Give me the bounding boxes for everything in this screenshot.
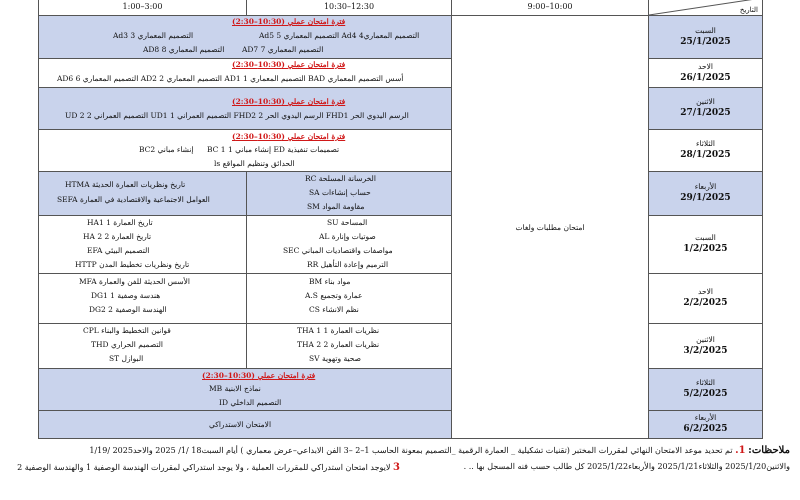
day-name: الثلاثاء bbox=[695, 139, 715, 149]
note-text-1: تم تحديد موعد الامتحان النهائي لمقررات المختبر (تقنيات تشكيلية _ العمارة الرقمية _التصميم بمعونة الحاسب 1–2 –3 الفن الابداعي–عرض معماري ) أيام السبت18 /1/ 2025 والاحد2025 /1/19 bbox=[89, 446, 733, 455]
day-name: الثلاثاء bbox=[695, 378, 715, 388]
note-number-3: 3 bbox=[393, 462, 400, 473]
exam-entry: قوانين التخطيط والبناء CPL bbox=[83, 326, 171, 335]
exam-entry: الحدائق وتنظيم المواقع ls bbox=[214, 159, 295, 168]
exam-entry: إنشاء مباني BC2 bbox=[139, 145, 194, 154]
practical-label: فترة امتحان عملي (10:30–2:30) bbox=[232, 60, 346, 69]
slot-5-2 bbox=[39, 369, 452, 411]
date-cell bbox=[649, 216, 763, 274]
day-name: الاحد bbox=[698, 287, 713, 297]
header-row bbox=[39, 0, 763, 16]
exam-entry: التصميم البيئي EFA bbox=[87, 246, 150, 255]
afternoon-1-2 bbox=[39, 216, 247, 274]
exam-entry: التصميم المعماري 8 AD8 bbox=[143, 45, 225, 54]
exam-entry: التصميم الداخلي ID bbox=[219, 398, 282, 407]
note-line-3 bbox=[8, 463, 400, 473]
row-6-2 bbox=[39, 411, 763, 439]
afternoon-2-2 bbox=[39, 274, 247, 324]
slot-25-1 bbox=[39, 16, 452, 59]
date-header bbox=[649, 0, 763, 16]
afternoon-3-2 bbox=[39, 324, 247, 369]
date-cell bbox=[649, 88, 763, 130]
slot-6-2 bbox=[39, 411, 452, 439]
exam-entry: أسس التصميم المعماري BAD التصميم المعماري 1 AD1 التصميم المعماري 2 AD2 التصميم المعماري 6 AD6 bbox=[57, 74, 404, 83]
note-text-3: لايوجد امتحان استدراكي للمقررات العملية ، ولا يوجد استدراكي لمقررات الهندسة الوصفية 1 والهندسة الوصفية 2 bbox=[17, 463, 391, 472]
exam-entry: تاريخ ونظريات تخطيط المدن HTTP bbox=[75, 260, 190, 269]
mid-1-2 bbox=[247, 216, 452, 274]
practical-label: فترة امتحان عملي (10:30–2:30) bbox=[232, 17, 346, 26]
exam-entry: صوتيات وإنارة AL bbox=[319, 232, 376, 241]
mid-2-2 bbox=[247, 274, 452, 324]
exam-entry: مواصفات واقتصاديات المباني SEC bbox=[283, 246, 393, 255]
mid-29-1 bbox=[247, 172, 452, 216]
row-28-1 bbox=[39, 130, 763, 172]
row-25-1 bbox=[39, 16, 763, 59]
slot-28-1 bbox=[39, 130, 452, 172]
practical-label: فترة امتحان عملي (10:30–2:30) bbox=[232, 132, 346, 141]
exam-entry: التصميم المعماري 3 Ad3 bbox=[113, 31, 194, 40]
merged-exam-note: امتحان مطلبات ولغات bbox=[452, 16, 649, 439]
date-cell bbox=[649, 274, 763, 324]
date-cell bbox=[649, 411, 763, 439]
date-cell bbox=[649, 369, 763, 411]
afternoon-time: 1:00–3:00 bbox=[39, 0, 247, 16]
afternoon-29-1 bbox=[39, 172, 247, 216]
schedule-table bbox=[38, 0, 763, 439]
day-name: الأربعاء bbox=[694, 413, 717, 423]
exam-entry: تاريخ ونظريات العمارة الحديثة HTMA bbox=[65, 180, 186, 189]
exam-entry: الرسم اليدوي الحر FHD1 الرسم اليدوي الحر 2 FHD2 التصميم العمراني 1 UD1 التصميم العمراني 2 UD 2 bbox=[65, 111, 409, 120]
date-value: 5/2/2025 bbox=[683, 389, 728, 400]
date-value: 25/1/2025 bbox=[680, 36, 731, 47]
exam-entry: الهندسة الوصفية 2 DG2 bbox=[89, 305, 167, 314]
row-1-2 bbox=[39, 216, 763, 274]
date-cell bbox=[649, 130, 763, 172]
exam-entry: مقاومة المواد SM bbox=[307, 202, 365, 211]
row-27-1 bbox=[39, 88, 763, 130]
exam-entry: مواد بناء BM bbox=[309, 277, 351, 286]
note-text-2: والاثنين2025/1/20 والثلاثاء2025/1/21 والأربعاء2025/1/22 كل طالب حسب فنه المسجل بها .. . bbox=[463, 462, 790, 471]
exam-entry: حساب إنشاءات SA bbox=[309, 188, 371, 197]
day-name: الاثنين bbox=[696, 334, 715, 344]
practical-label: فترة امتحان عملي (10:30–2:30) bbox=[202, 371, 316, 380]
date-value: 29/1/2025 bbox=[680, 193, 731, 204]
row-3-2 bbox=[39, 324, 763, 369]
day-name: السبت bbox=[695, 233, 716, 243]
note-number-1: 1. bbox=[735, 445, 746, 456]
exam-entry: التصميم المعماري4 Ad4 التصميم المعماري 5 Ad5 bbox=[259, 31, 420, 40]
mid-time: 10:30–12:30 bbox=[247, 0, 452, 16]
note-line-1 bbox=[8, 446, 790, 456]
exam-entry: التصميم المعماري 7 AD7 bbox=[242, 45, 324, 54]
exam-entry: نظريات العمارة 2 THA 2 bbox=[297, 340, 380, 349]
morning-time: 9:00–10:00 bbox=[452, 0, 649, 16]
exam-entry: المساحة SU bbox=[327, 218, 368, 227]
slot-26-1 bbox=[39, 59, 452, 88]
day-name: الاثنين bbox=[696, 97, 715, 107]
row-5-2 bbox=[39, 369, 763, 411]
day-name: الاحد bbox=[698, 61, 713, 71]
exam-entry: هندسة وصفية 1 DG1 bbox=[91, 291, 161, 300]
exam-entry: تاريخ العمارة 1 HA1 bbox=[87, 218, 153, 227]
exam-entry: نظريات العمارة 1 THA 1 bbox=[297, 326, 380, 335]
mid-3-2 bbox=[247, 324, 452, 369]
row-29-1 bbox=[39, 172, 763, 216]
exam-entry: تصميمات تنفيذية ED إنشاء مباني 1 BC 1 bbox=[207, 145, 340, 154]
date-value: 1/2/2025 bbox=[683, 244, 728, 255]
practical-label: فترة امتحان عملي (10:30–2:30) bbox=[232, 97, 346, 106]
exam-entry: تاريخ العمارة 2 HA 2 bbox=[83, 232, 152, 241]
slot-27-1 bbox=[39, 88, 452, 130]
exam-entry: العوامل الاجتماعية والاقتصادية في العمارة SEFA bbox=[57, 195, 210, 204]
exam-entry: نظم الانشاء CS bbox=[309, 305, 359, 314]
date-value: 3/2/2025 bbox=[683, 345, 728, 356]
exam-entry: عمارة وتجميع A.S bbox=[305, 291, 363, 300]
row-2-2 bbox=[39, 274, 763, 324]
exam-entry: التصميم الحراري THD bbox=[91, 340, 163, 349]
date-value: 26/1/2025 bbox=[680, 72, 731, 83]
date-label: التاريخ bbox=[739, 6, 758, 14]
day-name: الأربعاء bbox=[694, 182, 717, 192]
exam-entry: الامتحان الاستدراكي bbox=[209, 420, 272, 429]
date-cell bbox=[649, 324, 763, 369]
date-cell bbox=[649, 59, 763, 88]
exam-entry: صحية وتهوية SV bbox=[309, 354, 361, 363]
notes-title: ملاحظات: bbox=[748, 445, 790, 456]
exam-entry: الخرسانة المسلحة RC bbox=[305, 174, 376, 183]
date-cell bbox=[649, 16, 763, 59]
date-value: 2/2/2025 bbox=[683, 298, 728, 309]
date-value: 28/1/2025 bbox=[680, 150, 731, 161]
date-value: 27/1/2025 bbox=[680, 108, 731, 119]
day-name: السبت bbox=[695, 25, 716, 35]
exam-entry: البوازل ST bbox=[109, 354, 144, 363]
exam-entry: الأسس الحديثة للفن والعمارة MFA bbox=[79, 277, 190, 286]
exam-entry: نماذج الابنية MB bbox=[209, 384, 261, 393]
row-26-1 bbox=[39, 59, 763, 88]
date-cell bbox=[649, 172, 763, 216]
date-value: 6/2/2025 bbox=[683, 424, 728, 435]
exam-entry: الترميم وإعادة التأهيل RR bbox=[307, 260, 389, 269]
